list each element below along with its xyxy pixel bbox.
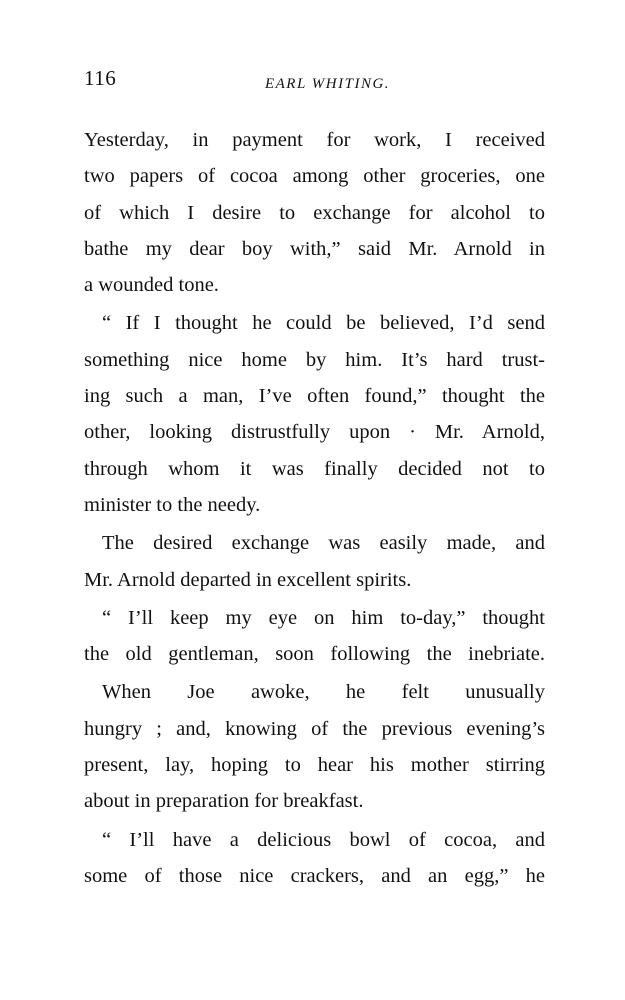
body-text <box>84 122 545 894</box>
text-line: of which I desire to exchange for alcohol to <box>84 201 545 224</box>
paragraph <box>84 674 545 819</box>
text-line: two papers of cocoa among other groceries, one <box>84 165 545 188</box>
paragraph <box>84 525 545 598</box>
text-line: Mr. Arnold departed in excellent spirits. <box>84 568 412 591</box>
text-line: something nice home by him. It’s hard trust- <box>84 348 545 371</box>
text-line: about in preparation for breakfast. <box>84 790 364 813</box>
paragraph <box>84 305 545 523</box>
text-line: bathe my dear boy with,” said Mr. Arnold in <box>84 237 545 260</box>
text-line: hungry ; and, knowing of the previous evening’s <box>84 717 545 740</box>
text-line: through whom it was finally decided not to <box>84 457 545 480</box>
text-line: “ I’ll have a delicious bowl of cocoa, and <box>102 828 545 851</box>
page-number: 116 <box>84 66 117 90</box>
text-line: the old gentleman, soon following the inebriate. <box>84 643 545 666</box>
text-line: some of those nice crackers, and an egg,” he <box>84 864 545 887</box>
text-line: When Joe awoke, he felt unusually <box>102 681 545 704</box>
text-line: present, lay, hoping to hear his mother stirring <box>84 754 545 777</box>
page-header <box>84 66 541 96</box>
paragraph <box>84 822 545 895</box>
text-line: minister to the needy. <box>84 493 261 516</box>
text-line: “ If I thought he could be believed, I’d send <box>102 312 545 335</box>
text-line: a wounded tone. <box>84 274 219 297</box>
paragraph <box>84 122 545 303</box>
paragraph <box>84 600 545 673</box>
text-line: Yesterday, in payment for work, I received <box>84 129 545 151</box>
text-line: other, looking distrustfully upon · Mr. Arnold, <box>84 421 545 444</box>
running-head: EARL WHITING. <box>264 76 391 92</box>
text-line: ing such a man, I’ve often found,” thought the <box>84 385 545 408</box>
text-line: “ I’ll keep my eye on him to-day,” thought <box>102 606 545 629</box>
text-line: The desired exchange was easily made, and <box>102 532 545 555</box>
